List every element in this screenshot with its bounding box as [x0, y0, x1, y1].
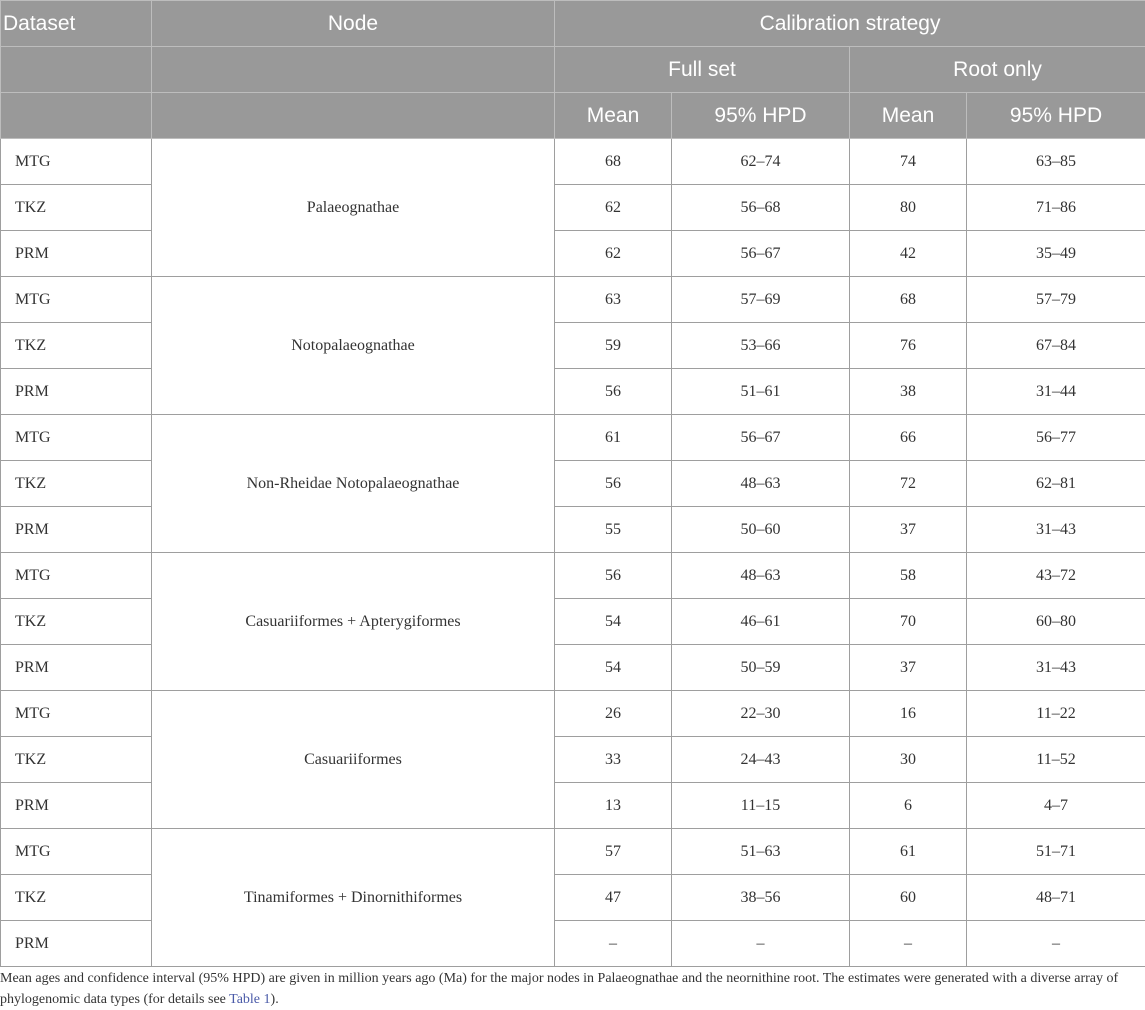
full-hpd-cell: 62–74 [672, 139, 850, 185]
root-mean-cell: – [850, 921, 967, 967]
full-hpd-cell: 53–66 [672, 323, 850, 369]
dataset-cell: PRM [1, 645, 152, 691]
full-hpd-cell: 48–63 [672, 461, 850, 507]
root-hpd-cell: 62–81 [967, 461, 1145, 507]
dataset-cell: MTG [1, 691, 152, 737]
node-cell: Casuariiformes + Apterygiformes [152, 553, 555, 691]
full-hpd-cell: 50–60 [672, 507, 850, 553]
full-mean-cell: 63 [555, 277, 672, 323]
dataset-cell: TKZ [1, 737, 152, 783]
dataset-cell: MTG [1, 415, 152, 461]
root-mean-cell: 72 [850, 461, 967, 507]
footnote-text: Mean ages and confidence interval (95% HPD) are given in million years ago (Ma) for the major nodes in Palaeognathae and the neornithine root. The estimates were generated with a diverse array of phylogenomic data types (for details see [0, 971, 1118, 1007]
dataset-cell: TKZ [1, 185, 152, 231]
root-mean-cell: 6 [850, 783, 967, 829]
full-hpd-cell: 51–63 [672, 829, 850, 875]
root-hpd-cell: 31–44 [967, 369, 1145, 415]
full-mean-cell: 59 [555, 323, 672, 369]
dataset-cell: TKZ [1, 461, 152, 507]
root-hpd-cell: 31–43 [967, 507, 1145, 553]
root-mean-cell: 68 [850, 277, 967, 323]
dataset-cell: PRM [1, 921, 152, 967]
node-cell: Non-Rheidae Notopalaeognathae [152, 415, 555, 553]
dataset-cell: TKZ [1, 599, 152, 645]
full-hpd-cell: 38–56 [672, 875, 850, 921]
node-cell: Notopalaeognathae [152, 277, 555, 415]
node-cell: Palaeognathae [152, 139, 555, 277]
table-row [1, 691, 1145, 737]
full-hpd-cell: 46–61 [672, 599, 850, 645]
full-mean-cell: 56 [555, 369, 672, 415]
root-hpd-cell: 56–77 [967, 415, 1145, 461]
dataset-cell: TKZ [1, 323, 152, 369]
full-mean-cell: 54 [555, 599, 672, 645]
root-mean-cell: 42 [850, 231, 967, 277]
table-1-link[interactable]: Table 1 [229, 992, 270, 1007]
full-hpd-cell: – [672, 921, 850, 967]
dataset-cell: MTG [1, 277, 152, 323]
root-mean-cell: 76 [850, 323, 967, 369]
header-calibration-strategy: Calibration strategy [555, 1, 1145, 47]
full-hpd-cell: 24–43 [672, 737, 850, 783]
root-hpd-cell: 4–7 [967, 783, 1145, 829]
full-hpd-cell: 51–61 [672, 369, 850, 415]
root-hpd-cell: 11–22 [967, 691, 1145, 737]
root-hpd-cell: 11–52 [967, 737, 1145, 783]
full-mean-cell: 33 [555, 737, 672, 783]
dataset-cell: PRM [1, 369, 152, 415]
table-row [1, 829, 1145, 875]
root-mean-cell: 37 [850, 645, 967, 691]
root-mean-cell: 61 [850, 829, 967, 875]
full-mean-cell: 62 [555, 231, 672, 277]
table-footnote [0, 968, 1140, 1010]
header-empty [152, 47, 555, 93]
full-mean-cell: 56 [555, 553, 672, 599]
dataset-cell: MTG [1, 829, 152, 875]
root-mean-cell: 74 [850, 139, 967, 185]
dataset-cell: MTG [1, 553, 152, 599]
root-hpd-cell: 43–72 [967, 553, 1145, 599]
header-dataset: Dataset [1, 1, 152, 47]
root-hpd-cell: 51–71 [967, 829, 1145, 875]
full-mean-cell: 55 [555, 507, 672, 553]
full-mean-cell: 61 [555, 415, 672, 461]
dataset-cell: PRM [1, 231, 152, 277]
table-body [1, 139, 1145, 967]
root-mean-cell: 37 [850, 507, 967, 553]
root-hpd-cell: 63–85 [967, 139, 1145, 185]
header-root-mean: Mean [850, 93, 967, 139]
table-row [1, 553, 1145, 599]
root-hpd-cell: 67–84 [967, 323, 1145, 369]
header-full-mean: Mean [555, 93, 672, 139]
header-empty [1, 93, 152, 139]
full-hpd-cell: 56–68 [672, 185, 850, 231]
header-empty [152, 93, 555, 139]
full-hpd-cell: 56–67 [672, 231, 850, 277]
dataset-cell: MTG [1, 139, 152, 185]
header-node: Node [152, 1, 555, 47]
full-mean-cell: 26 [555, 691, 672, 737]
table-row [1, 415, 1145, 461]
header-full-hpd: 95% HPD [672, 93, 850, 139]
dataset-cell: TKZ [1, 875, 152, 921]
root-mean-cell: 30 [850, 737, 967, 783]
full-hpd-cell: 57–69 [672, 277, 850, 323]
root-hpd-cell: 71–86 [967, 185, 1145, 231]
header-root-hpd: 95% HPD [967, 93, 1145, 139]
dataset-cell: PRM [1, 507, 152, 553]
root-mean-cell: 70 [850, 599, 967, 645]
root-mean-cell: 16 [850, 691, 967, 737]
root-hpd-cell: 35–49 [967, 231, 1145, 277]
dataset-cell: PRM [1, 783, 152, 829]
full-mean-cell: – [555, 921, 672, 967]
full-hpd-cell: 11–15 [672, 783, 850, 829]
full-hpd-cell: 22–30 [672, 691, 850, 737]
full-mean-cell: 13 [555, 783, 672, 829]
full-mean-cell: 54 [555, 645, 672, 691]
footnote-end: ). [271, 992, 279, 1007]
root-hpd-cell: – [967, 921, 1145, 967]
full-hpd-cell: 56–67 [672, 415, 850, 461]
root-hpd-cell: 31–43 [967, 645, 1145, 691]
full-hpd-cell: 48–63 [672, 553, 850, 599]
header-full-set: Full set [555, 47, 850, 93]
full-mean-cell: 57 [555, 829, 672, 875]
root-hpd-cell: 60–80 [967, 599, 1145, 645]
root-mean-cell: 38 [850, 369, 967, 415]
root-mean-cell: 60 [850, 875, 967, 921]
header-empty [1, 47, 152, 93]
full-mean-cell: 47 [555, 875, 672, 921]
table-row [1, 277, 1145, 323]
table-row [1, 139, 1145, 185]
root-mean-cell: 80 [850, 185, 967, 231]
full-mean-cell: 62 [555, 185, 672, 231]
node-cell: Casuariiformes [152, 691, 555, 829]
node-cell: Tinamiformes + Dinornithiformes [152, 829, 555, 967]
root-mean-cell: 66 [850, 415, 967, 461]
root-mean-cell: 58 [850, 553, 967, 599]
full-mean-cell: 56 [555, 461, 672, 507]
full-hpd-cell: 50–59 [672, 645, 850, 691]
root-hpd-cell: 48–71 [967, 875, 1145, 921]
root-hpd-cell: 57–79 [967, 277, 1145, 323]
full-mean-cell: 68 [555, 139, 672, 185]
header-root-only: Root only [850, 47, 1145, 93]
